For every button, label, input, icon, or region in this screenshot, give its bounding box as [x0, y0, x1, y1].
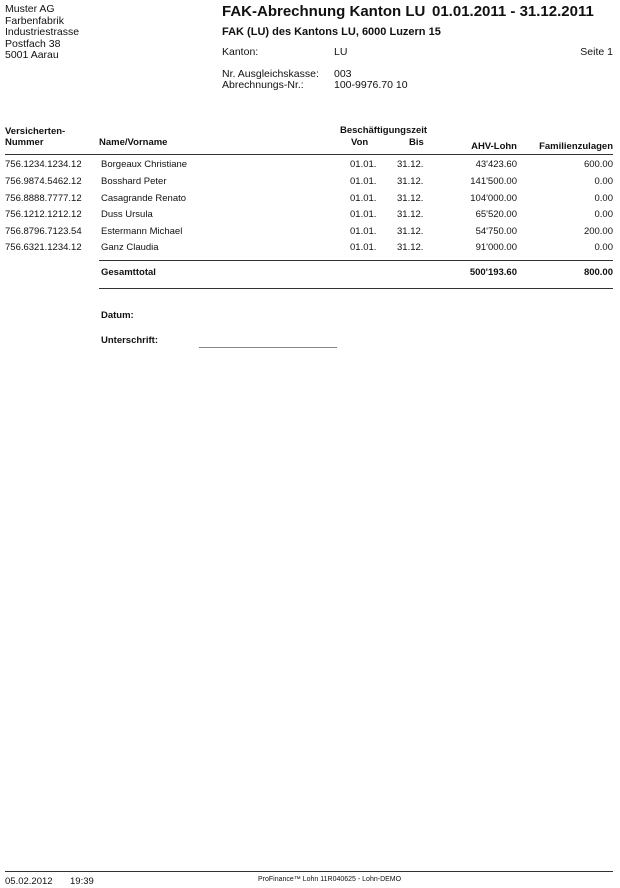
cell-name: Ganz Claudia [101, 242, 159, 253]
cell-ahv: 91'000.00 [475, 242, 517, 253]
header-familienzulagen: Familienzulagen [539, 141, 613, 152]
total-label: Gesamttotal [101, 267, 156, 278]
header-versicherten-line1: Versicherten- [5, 126, 66, 137]
footer-product: ProFinance™ Lohn 11R040625 - Lohn-DEMO [258, 876, 402, 883]
cell-ahv: 141'500.00 [470, 176, 517, 187]
report-period: 01.01.2011 - 31.12.2011 [432, 3, 594, 20]
ausgleichskasse-label: Nr. Ausgleichskasse: [222, 68, 319, 80]
report-title: FAK-Abrechnung Kanton LU [222, 3, 426, 20]
cell-ahv: 104'000.00 [470, 193, 517, 204]
cell-nr: 756.1234.1234.12 [5, 159, 82, 170]
cell-fz: 0.00 [594, 242, 613, 253]
cell-ahv: 43'423.60 [475, 159, 517, 170]
header-ahv-lohn: AHV-Lohn [471, 141, 517, 152]
cell-fz: 200.00 [583, 226, 613, 237]
cell-bis: 31.12. [397, 193, 424, 204]
cell-fz: 600.00 [583, 159, 613, 170]
datum-label: Datum: [101, 310, 134, 321]
cell-ahv: 65'520.00 [475, 209, 517, 220]
company-line: Industriestrasse [5, 26, 80, 38]
header-beschaeftigungszeit: Beschäftigungszeit [340, 125, 428, 136]
total-divider-top [99, 260, 613, 261]
cell-von: 01.01. [350, 176, 377, 187]
cell-nr: 756.1212.1212.12 [5, 209, 82, 220]
header-versicherten [5, 127, 65, 148]
kanton-label: Kanton: [222, 46, 259, 58]
cell-name: Borgeaux Christiane [101, 159, 188, 170]
cell-bis: 31.12. [397, 226, 424, 237]
cell-bis: 31.12. [397, 159, 424, 170]
footer-divider [5, 871, 613, 872]
cell-fz: 0.00 [594, 193, 613, 204]
cell-von: 01.01. [350, 159, 377, 170]
cell-fz: 0.00 [594, 209, 613, 220]
unterschrift-label: Unterschrift: [101, 335, 159, 346]
cell-nr: 756.8888.7777.12 [5, 193, 82, 204]
company-address [5, 4, 79, 62]
cell-nr: 756.6321.1234.12 [5, 242, 82, 253]
signature-line [199, 347, 337, 348]
cell-name: Casagrande Renato [101, 193, 187, 204]
footer-date: 05.02.2012 [5, 876, 53, 887]
company-line: Farbenfabrik [5, 14, 64, 27]
header-name: Name/Vorname [99, 137, 168, 148]
page-number: Seite 1 [580, 46, 613, 58]
cell-nr: 756.8796.7123.54 [5, 226, 82, 237]
total-divider-bottom [99, 288, 613, 289]
company-line: 5001 Aarau [5, 49, 59, 61]
cell-nr: 756.9874.5462.12 [5, 176, 82, 187]
cell-bis: 31.12. [397, 209, 424, 220]
cell-von: 01.01. [350, 193, 377, 204]
cell-bis: 31.12. [397, 176, 424, 187]
header-versicherten-line2: Nummer [5, 136, 44, 148]
abrechnung-label: Abrechnungs-Nr.: [222, 79, 304, 91]
company-line: Muster AG [5, 3, 55, 15]
cell-name: Estermann Michael [101, 226, 183, 237]
cell-von: 01.01. [350, 226, 377, 237]
cell-von: 01.01. [350, 209, 377, 220]
header-von: Von [351, 137, 369, 148]
cell-name: Bosshard Peter [101, 176, 167, 187]
cell-bis: 31.12. [397, 242, 424, 253]
abrechnung-value: 100-9976.70 10 [334, 79, 408, 91]
cell-von: 01.01. [350, 242, 377, 253]
header-bis: Bis [409, 137, 424, 148]
header-divider [5, 154, 613, 155]
total-familienzulagen: 800.00 [583, 267, 613, 278]
company-line: Postfach 38 [5, 37, 61, 50]
total-ahv: 500'193.60 [469, 267, 517, 278]
cell-fz: 0.00 [594, 176, 613, 187]
cell-name: Duss Ursula [101, 209, 153, 220]
kanton-value: LU [334, 46, 348, 58]
ausgleichskasse-value: 003 [334, 68, 352, 80]
cell-ahv: 54'750.00 [475, 226, 517, 237]
report-subtitle: FAK (LU) des Kantons LU, 6000 Luzern 15 [222, 26, 441, 38]
footer-time: 19:39 [70, 876, 94, 887]
